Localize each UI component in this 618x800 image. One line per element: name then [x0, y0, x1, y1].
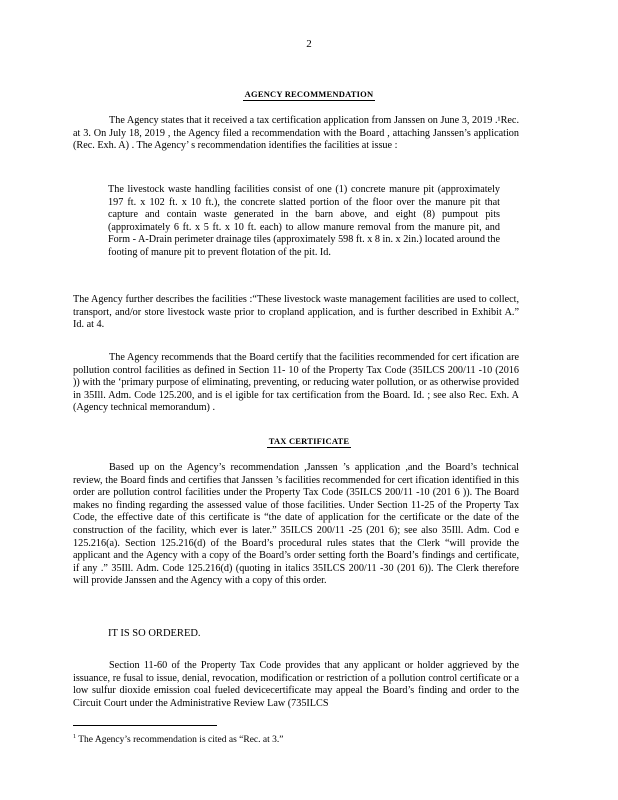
heading-text: TAX CERTIFICATE	[268, 436, 350, 446]
heading-text: AGENCY RECOMMENDATION	[244, 89, 374, 99]
footnote	[73, 731, 519, 746]
footnote-divider	[73, 725, 217, 726]
so-ordered-line: IT IS SO ORDERED.	[108, 628, 201, 639]
footnote-text: The Agency’s recommendation is cited as “Rec. at 3.”	[78, 735, 284, 746]
footnote-marker: 1	[73, 734, 76, 740]
paragraph-agency-description: The Agency further describes the facilities :“These livestock waste management facilities are used to collect, transport, and/or store livestock waste prior to cropland application, and is further described in Exhibit A.” Id. at 4.	[73, 294, 519, 331]
paragraph-appeal-rights: Section 11-60 of the Property Tax Code provides that any applicant or holder aggrieved by the issuance, re fusal to issue, denial, revocation, modification or restriction of a pollution control certificate or a low sulfur dioxide emission coal fueled devicecertificate may appeal the Board’s finding and order to the Circuit Court under the Administrative Review Law (735ILCS	[73, 660, 519, 709]
paragraph-board-findings: Based up on the Agency’s recommendation ,Janssen ’s application ,and the Board’s technical review, the Board finds and certifies that Janssen ’s facilities recommended for cert ification identified in this order are pollution control facilities under the Property Tax Code (35ILCS 200/11 -10 (201 6 )). The Board makes no finding regarding the assessed value of those facilities. Under Section 11-25 of the Property Tax Code, the effective date of this certificate is “the date of application for the certificate or the date of the construction of the facility, which ever is later.” 35ILCS 200/11 -25 (201 6); see also 35Ill. Adm. Cod e 125.216(a). Section 125.216(d) of the Board’s procedural rules states that the Clerk “will provide the applicant and the Agency with a copy of the Board’s order setting forth the Board’s findings and certificate, if any .” 35Ill. Adm. Code 125.216(d) (quoting in italics 35ILCS 200/11 -30 (201 6)). The Clerk therefore will provide Janssen and the Agency with a copy of this order.	[73, 462, 519, 587]
block-quote-facilities: The livestock waste handling facilities consist of one (1) concrete manure pit (approximately 197 ft. x 102 ft. x 10 ft.), the concrete slatted portion of the floor over the manure pit that capture and contain waste generated in the barn above, and eight (8) pumpout pits (approximately 6 ft. x 5 ft. x 10 ft. each) to allow manure removal from the manure pit, and Form - A-Drain perimeter drainage tiles (approximately 598 ft. x 8 in. x 2in.) located around the footing of manure pit to prevent flotation of the pit. Id.	[108, 184, 500, 258]
tax-certificate-heading	[0, 436, 618, 448]
paragraph-agency-application: The Agency states that it received a tax certification application from Janssen on June 3, 2019 .¹Rec. at 3. On July 18, 2019 , the Agency filed a recommendation with the Board , attaching Janssen’s application (Rec. Exh. A) . The Agency’ s recommendation identifies the facilities at issue :	[73, 115, 519, 152]
agency-recommendation-heading	[0, 89, 618, 101]
page-number: 2	[306, 38, 312, 50]
paragraph-agency-recommends: The Agency recommends that the Board certify that the facilities recommended for cert ification are pollution control facilities as defined in Section 11- 10 of the Property Tax Code (35ILCS 200/11 -10 (2016 )) with the ‘primary purpose of eliminating, preventing, or reducing water pollution, or as otherwise provided in 35Ill. Adm. Code 125.200, and is el igible for tax certification from the Board. Id. ; see also Rec. Exh. A (Agency technical memorandum) .	[73, 352, 519, 414]
